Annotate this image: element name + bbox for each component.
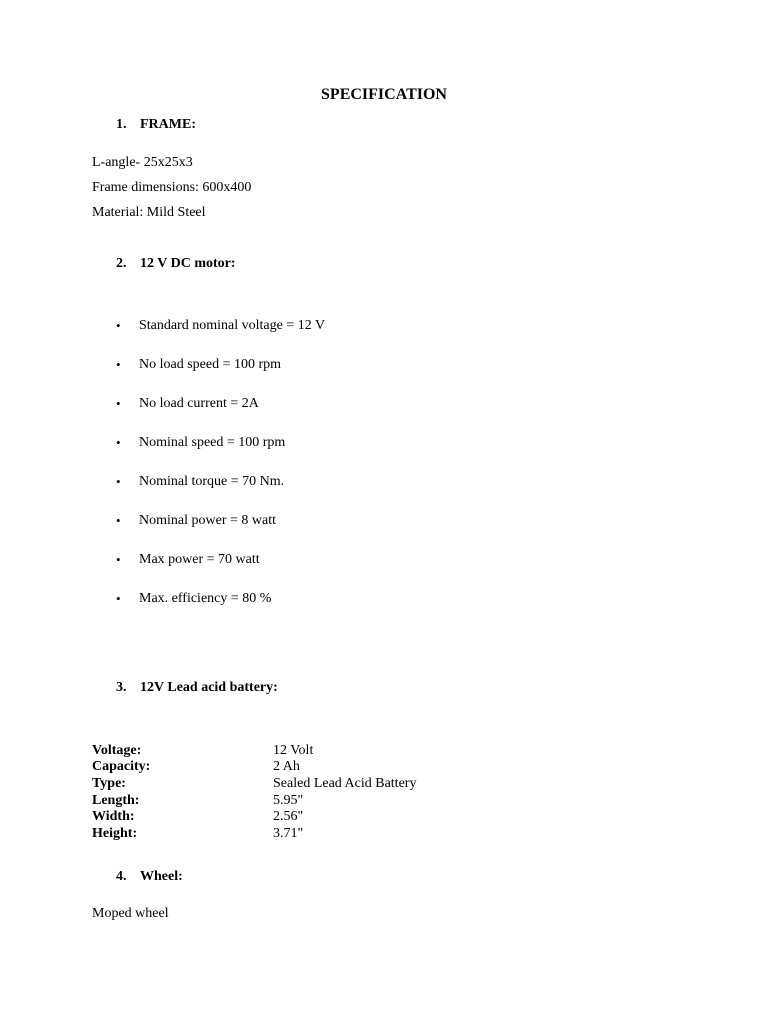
spec-value: 3.71" [273,826,304,841]
spec-value: Sealed Lead Acid Battery [273,776,417,791]
bullet-icon: • [116,591,121,606]
frame-line: Frame dimensions: 600x400 [92,180,252,195]
spec-value: 5.95" [273,793,304,808]
list-item [116,357,516,375]
section-number: 1. [116,117,127,132]
bullet-icon: • [116,552,121,567]
spec-value: 12 Volt [273,743,314,758]
bullet-icon: • [116,396,121,411]
section-title: FRAME: [140,117,196,132]
spec-label: Capacity: [92,759,151,774]
list-item-text: No load current = 2A [139,396,259,411]
section-title: 12 V DC motor: [140,256,236,271]
list-item-text: Standard nominal voltage = 12 V [139,318,326,333]
list-item [116,474,516,492]
frame-line: L-angle- 25x25x3 [92,155,193,170]
bullet-icon: • [116,513,121,528]
bullet-icon: • [116,357,121,372]
spec-label: Length: [92,793,140,808]
page-title: SPECIFICATION [321,86,447,103]
list-item-text: Max. efficiency = 80 % [139,591,272,606]
section-heading-motor [116,256,416,274]
section-heading-battery [116,680,416,698]
list-item [116,513,516,531]
list-item-text: Max power = 70 watt [139,552,260,567]
bullet-icon: • [116,474,121,489]
frame-line: Material: Mild Steel [92,205,206,220]
wheel-line: Moped wheel [92,906,169,921]
bullet-icon: • [116,435,121,450]
list-item-text: Nominal torque = 70 Nm. [139,474,285,489]
list-item [116,435,516,453]
list-item [116,396,516,414]
spec-label: Voltage: [92,743,142,758]
list-item-text: Nominal power = 8 watt [139,513,276,528]
section-heading-wheel [116,869,416,887]
list-item-text: Nominal speed = 100 rpm [139,435,286,450]
bullet-icon: • [116,318,121,333]
list-item [116,552,516,570]
section-number: 3. [116,680,127,695]
list-item [116,318,516,336]
section-number: 2. [116,256,127,271]
section-title: Wheel: [140,869,183,884]
spec-label: Height: [92,826,138,841]
spec-value: 2.56" [273,809,304,824]
section-title: 12V Lead acid battery: [140,680,278,695]
spec-label: Width: [92,809,135,824]
spec-value: 2 Ah [273,759,300,774]
spec-label: Type: [92,776,126,791]
list-item-text: No load speed = 100 rpm [139,357,282,372]
section-heading-frame [116,117,416,135]
list-item [116,591,516,609]
section-number: 4. [116,869,127,884]
